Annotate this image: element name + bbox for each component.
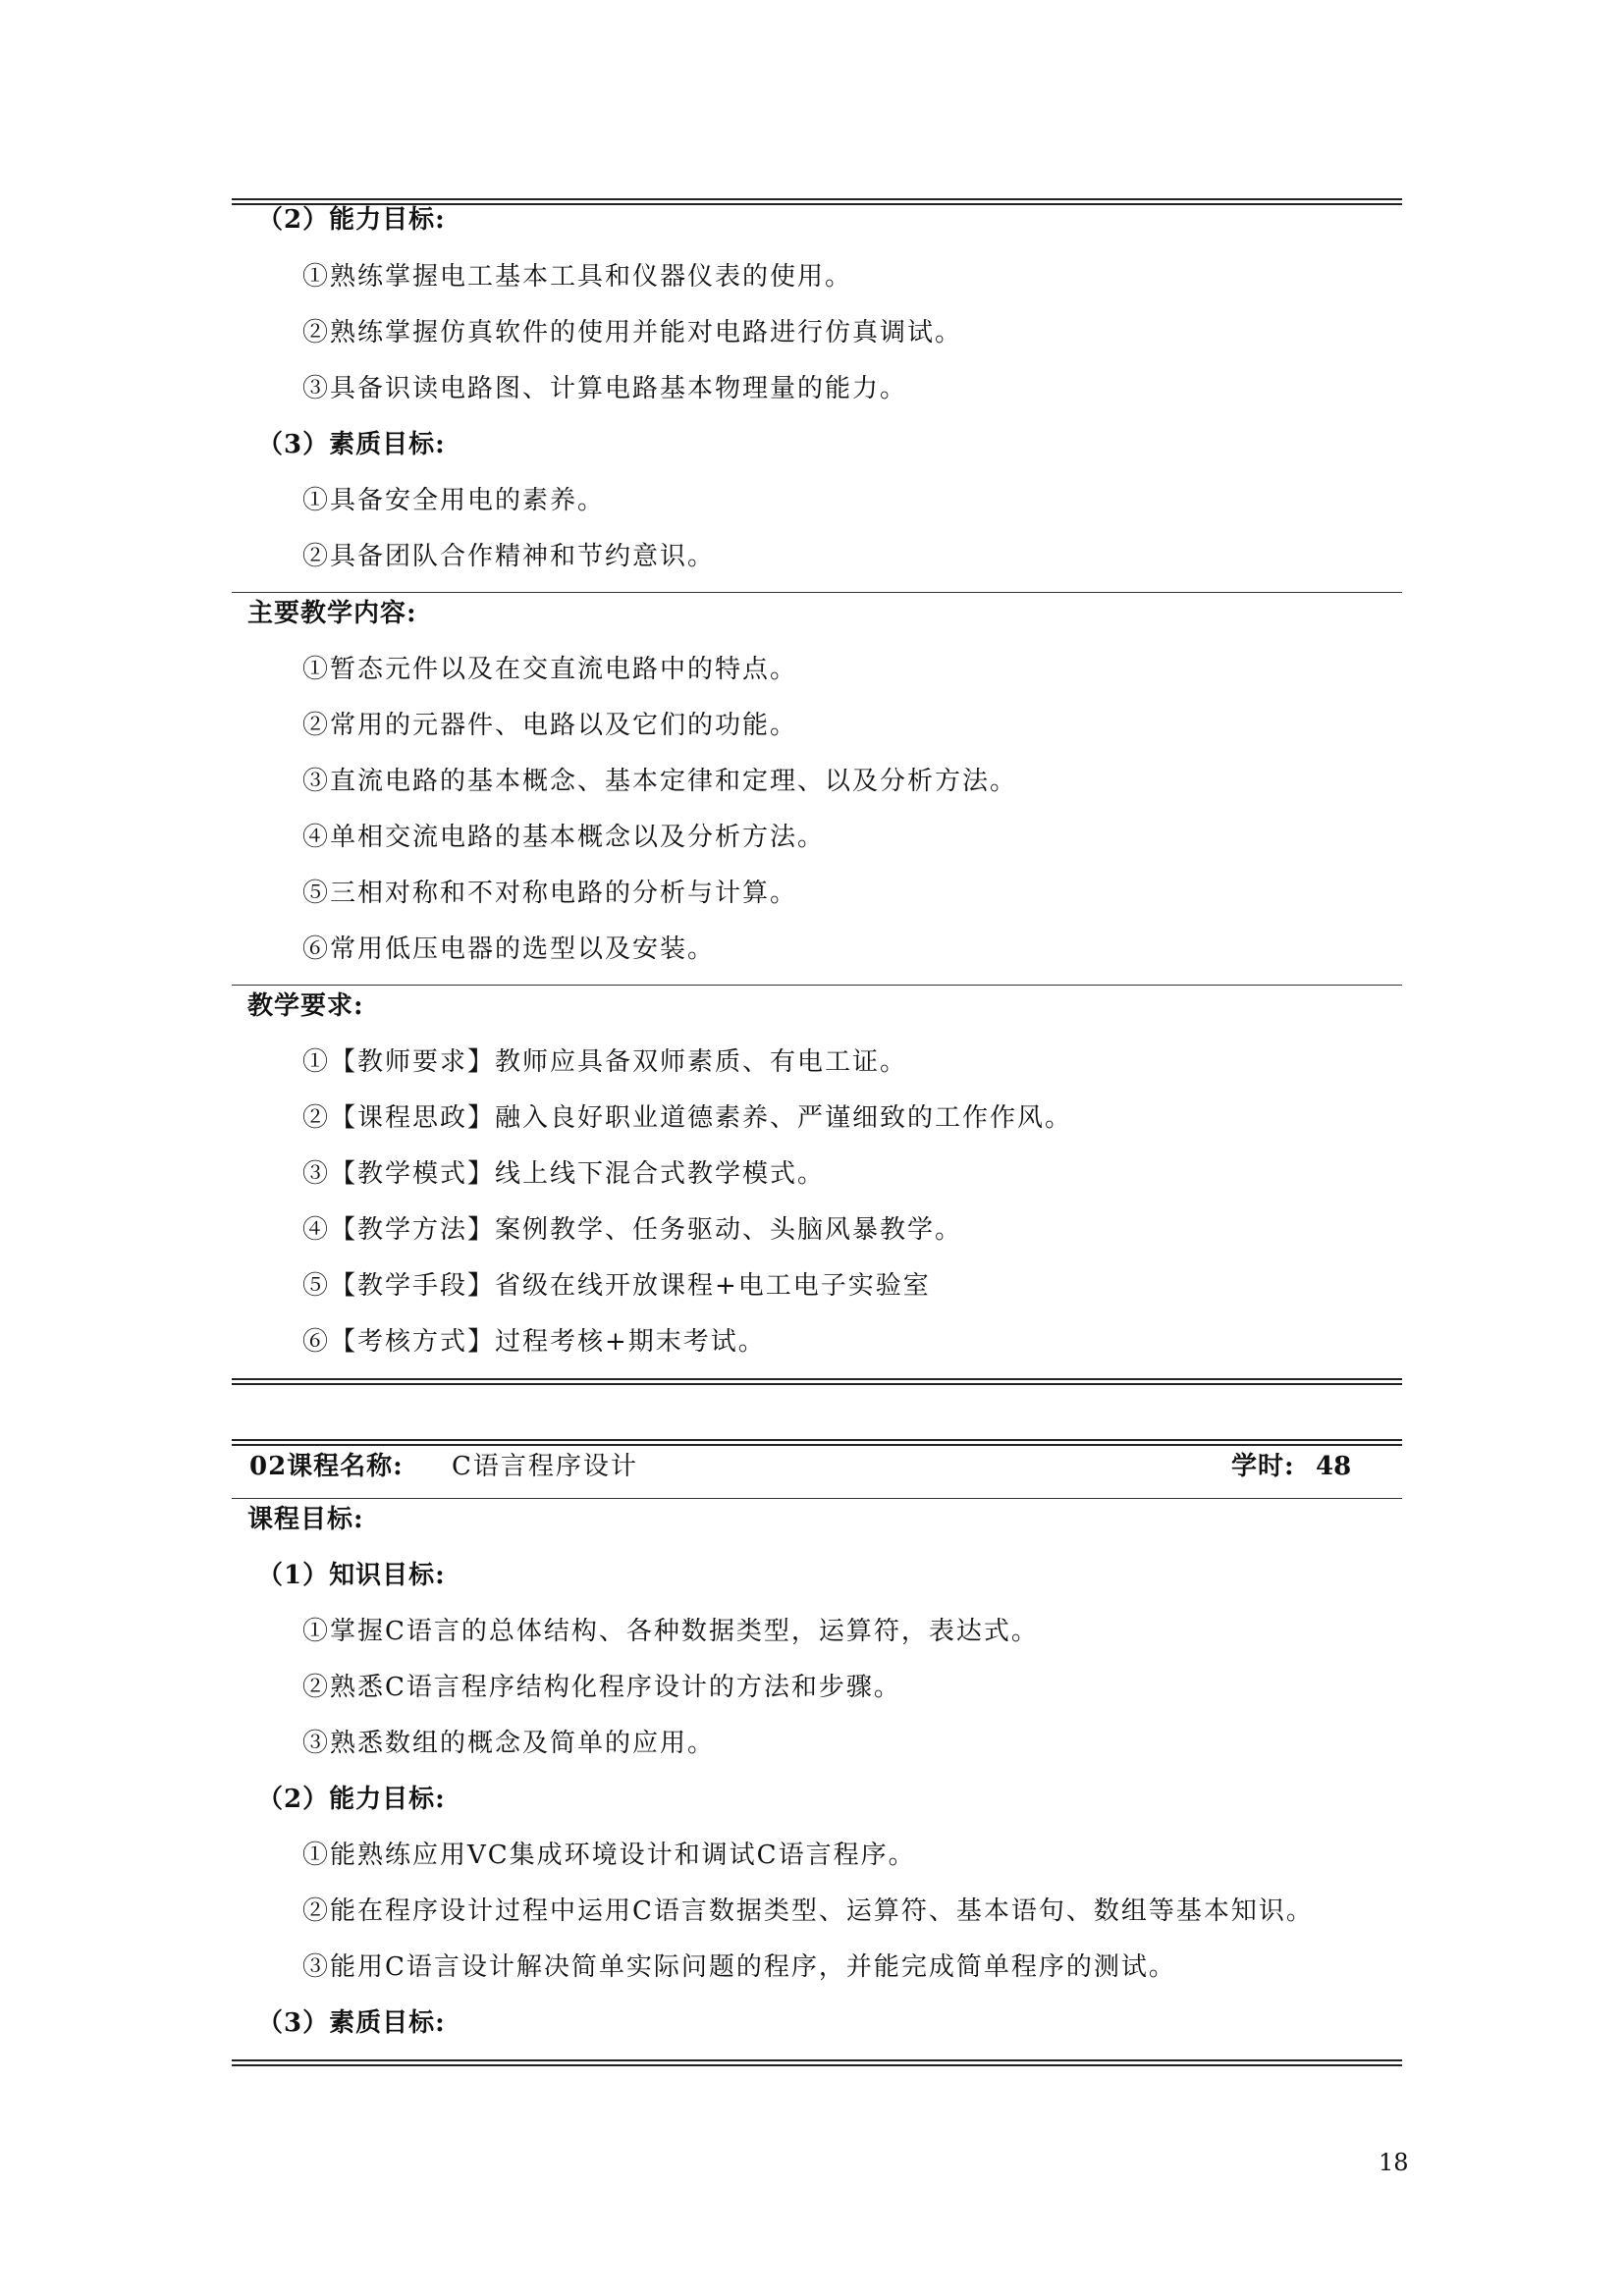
teaching-requirement-item: ⑤【教学手段】省级在线开放课程+电工电子实验室 xyxy=(302,1271,931,1301)
teaching-content-item: ①暂态元件以及在交直流电路中的特点。 xyxy=(302,655,798,684)
section-divider xyxy=(232,1498,1402,1499)
quality-goals-heading: （3）素质目标: xyxy=(257,430,446,459)
ability-goal-item: ②熟练掌握仿真软件的使用并能对电路进行仿真调试。 xyxy=(302,318,963,347)
ability-goal-item: ①能熟练应用VC集成环境设计和调试C语言程序。 xyxy=(302,1841,916,1870)
table-bottom-rule xyxy=(232,1378,1402,1385)
teaching-content-heading: 主要教学内容: xyxy=(247,599,417,628)
table-bottom-rule xyxy=(232,2059,1402,2066)
ability-goals-heading: （2）能力目标: xyxy=(257,1785,446,1814)
course-hours-value: 48 xyxy=(1316,1452,1352,1481)
quality-goal-item: ②具备团队合作精神和节约意识。 xyxy=(302,542,716,571)
teaching-content-item: ②常用的元器件、电路以及它们的功能。 xyxy=(302,711,798,740)
course-number-label: 02课程名称: xyxy=(249,1452,404,1481)
teaching-content-item: ⑥常用低压电器的选型以及安装。 xyxy=(302,934,716,964)
table-top-rule xyxy=(232,1439,1402,1446)
knowledge-goals-heading: （1）知识目标: xyxy=(257,1561,446,1590)
knowledge-goal-item: ③熟悉数组的概念及简单的应用。 xyxy=(302,1729,716,1758)
quality-goals-heading: （3）素质目标: xyxy=(257,2008,446,2038)
course-goals-heading: 课程目标: xyxy=(247,1505,364,1534)
teaching-requirements-heading: 教学要求: xyxy=(247,991,364,1021)
course-name: C语言程序设计 xyxy=(452,1452,638,1481)
teaching-content-item: ④单相交流电路的基本概念以及分析方法。 xyxy=(302,823,826,852)
teaching-content-item: ③直流电路的基本概念、基本定律和定理、以及分析方法。 xyxy=(302,767,1018,796)
section-divider xyxy=(232,985,1402,986)
course-title-row xyxy=(249,1447,1352,1486)
teaching-requirement-item: ③【教学模式】线上线下混合式教学模式。 xyxy=(302,1159,826,1189)
teaching-requirement-item: ①【教师要求】教师应具备双师素质、有电工证。 xyxy=(302,1047,908,1077)
section-divider xyxy=(232,592,1402,593)
ability-goal-item: ③具备识读电路图、计算电路基本物理量的能力。 xyxy=(302,374,908,403)
ability-goal-item: ③能用C语言设计解决简单实际问题的程序，并能完成简单程序的测试。 xyxy=(302,1952,1176,1982)
teaching-content-item: ⑤三相对称和不对称电路的分析与计算。 xyxy=(302,879,798,908)
teaching-requirement-item: ②【课程思政】融入良好职业道德素养、严谨细致的工作作风。 xyxy=(302,1103,1073,1133)
knowledge-goal-item: ①掌握C语言的总体结构、各种数据类型，运算符，表达式。 xyxy=(302,1617,1039,1646)
teaching-requirement-item: ④【教学方法】案例教学、任务驱动、头脑风暴教学。 xyxy=(302,1215,963,1245)
ability-goal-item: ①熟练掌握电工基本工具和仪器仪表的使用。 xyxy=(302,262,853,292)
quality-goal-item: ①具备安全用电的素养。 xyxy=(302,486,606,515)
teaching-requirement-item: ⑥【考核方式】过程考核+期末考试。 xyxy=(302,1327,766,1357)
course-hours-label: 学时: xyxy=(1231,1452,1295,1481)
knowledge-goal-item: ②熟悉C语言程序结构化程序设计的方法和步骤。 xyxy=(302,1673,901,1702)
ability-goals-heading: （2）能力目标: xyxy=(257,205,446,235)
ability-goal-item: ②能在程序设计过程中运用C语言数据类型、运算符、基本语句、数组等基本知识。 xyxy=(302,1896,1314,1926)
page-number: 18 xyxy=(1379,2149,1409,2176)
